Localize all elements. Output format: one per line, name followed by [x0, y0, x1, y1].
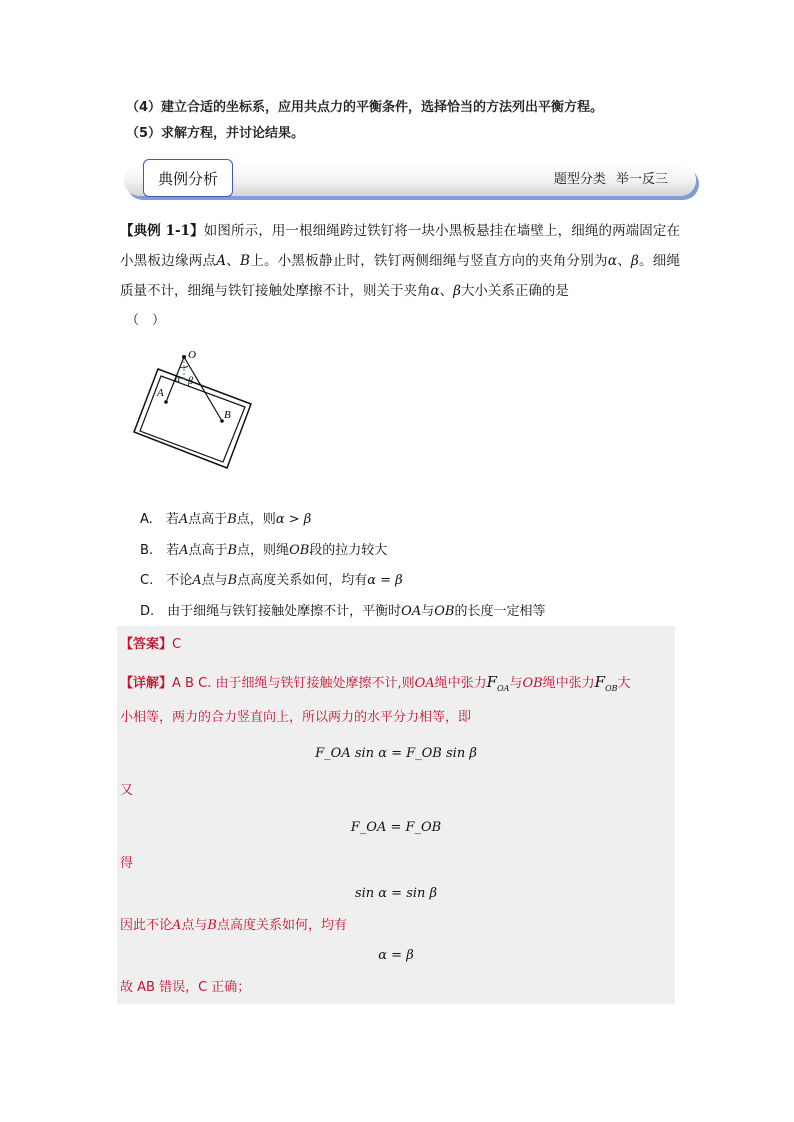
option-b[interactable]: B. 若A点高于B点，则绳OB段的拉力较大: [140, 542, 388, 558]
options-list: [140, 505, 545, 627]
detail-line-1: 【详解】A B C. 由于细绳与铁钉接触处摩擦不计,则OA绳中张力$F_{OA}$与OB绳中张力$F_{OB}$大: [120, 673, 631, 693]
banner-title: 典例分析: [143, 159, 233, 197]
question-point-a: A: [216, 253, 227, 269]
section-banner: [124, 160, 696, 200]
step-5: （5）求解方程，并讨论结果。: [126, 126, 305, 141]
question-text-1: 如图所示，用一根细绳跨过铁钉将一块小黑板悬挂在墙壁上，细绳的两端固定在小黑板边缘两点: [120, 223, 681, 269]
point-a: [164, 400, 168, 404]
force-ob: $F_{OB}$: [594, 673, 618, 693]
question-tag: 【典例 1-1】: [120, 223, 204, 239]
banner-subtitle: 题型分类 举一反三: [553, 172, 668, 187]
label-b: B: [224, 409, 231, 421]
question-dun-2: 、: [439, 283, 454, 299]
force-oa: $F_{OA}$: [486, 673, 510, 693]
equation-3: sin α = sin β: [354, 886, 438, 901]
detail-line-2: 小相等，两力的合力竖直向上，所以两力的水平分力相等，即: [120, 710, 472, 725]
question-text-3: 。细绳质量不计，细绳与铁钉接触处摩擦不计，则关于夹角: [120, 253, 681, 299]
detail-line-3: 因此不论A点与B点高度关系如何，均有: [120, 918, 347, 933]
label-alpha: α: [175, 374, 181, 385]
question-text-4: 大小关系正确的是: [460, 283, 569, 299]
option-d[interactable]: D. 由于细绳与铁钉接触处摩擦不计，平衡时OA与OB的长度一定相等: [140, 603, 546, 619]
question-alpha: α: [607, 253, 617, 269]
text-de: 得: [120, 856, 134, 871]
example-question: [120, 216, 680, 306]
label-beta: β: [188, 376, 193, 387]
question-text-2: 上。小黑板静止时，铁钉两侧细绳与竖直方向的夹角分别为: [249, 253, 608, 269]
equation-2: F_OA = F_OB: [350, 820, 442, 835]
question-beta: β: [630, 253, 639, 269]
option-a[interactable]: A. 若A点高于B点，则α > β: [140, 512, 312, 527]
question-beta-2: β: [453, 283, 461, 299]
text-you: 又: [120, 783, 134, 798]
answer-value: C: [172, 637, 182, 652]
label-a: A: [157, 387, 164, 399]
equation-4: α = β: [378, 948, 414, 963]
method-steps: [126, 95, 603, 147]
question-point-b: B: [240, 253, 250, 269]
equation-1: F_OA sin α = F_OB sin β: [315, 746, 477, 761]
question-alpha-2: α: [430, 283, 440, 299]
question-sep: 、: [226, 253, 241, 269]
label-o: O: [188, 349, 196, 361]
step-4: （4）建立合适的坐标系，应用共点力的平衡条件，选择恰当的方法列出平衡方程。: [126, 100, 604, 115]
rope-ob: [184, 357, 222, 421]
answer-blank: （ ）: [126, 313, 166, 328]
conclusion-line: 故 AB 错误，C 正确；: [120, 980, 251, 995]
blackboard-figure: [130, 340, 260, 470]
question-dun: 、: [616, 253, 631, 269]
option-c[interactable]: C. 不论A点与B点高度关系如何，均有α = β: [140, 573, 403, 588]
answer-line: 【答案】C: [120, 637, 182, 652]
nail-point: [182, 355, 186, 359]
